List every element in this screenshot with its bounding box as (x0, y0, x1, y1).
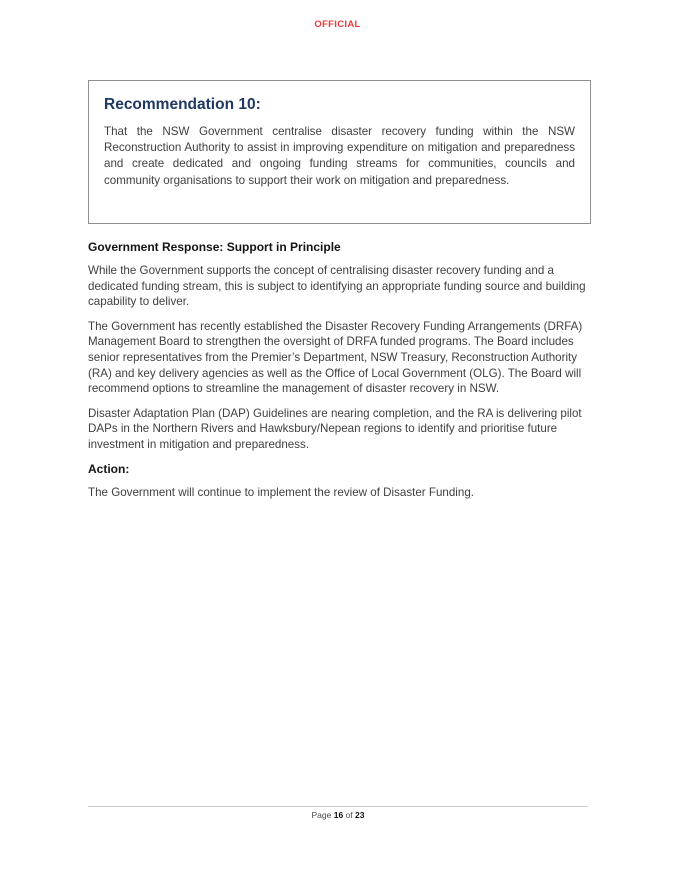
page-number-total: 23 (355, 810, 365, 820)
footer-divider (88, 806, 588, 807)
response-paragraph-3: Disaster Adaptation Plan (DAP) Guidelines are nearing completion, and the RA is delivering pilot DAPs in the Northern Rivers and Hawksbury/Nepean regions to identify and prioritise future investment in mitigation and preparedness. (88, 406, 582, 451)
recommendation-box (88, 80, 591, 224)
classification-marking: OFFICIAL (314, 19, 361, 30)
action-heading: Action: (88, 461, 130, 476)
page-number-current: 16 (333, 810, 344, 820)
recommendation-body: That the NSW Government centralise disaster recovery funding within the NSW Reconstruction Authority to assist in improving expenditure on mitigation and preparedness and create dedicated and ongoing funding streams for communities, councils and community organisations to support their work on mitigation and preparedness. (104, 125, 575, 187)
recommendation-title: Recommendation 10: (104, 96, 261, 113)
page-footer (88, 806, 588, 820)
page-number-separator: of (345, 810, 353, 820)
action-body: The Government will continue to implement the review of Disaster Funding. (88, 485, 474, 499)
page-number (88, 810, 588, 820)
page-number-prefix: Page (311, 810, 332, 820)
response-paragraph-1: While the Government supports the concept of centralising disaster recovery funding and a dedicated funding stream, this is subject to identifying an appropriate funding source and building capability to deliver. (88, 264, 586, 309)
government-response-section (88, 240, 589, 509)
response-heading: Government Response: Support in Principle (88, 240, 341, 254)
response-paragraph-2: The Government has recently established the Disaster Recovery Funding Arrangements (DRFA) Management Board to strengthen the oversight of DRFA funded programs. The Board includes senior representatives from the Premier’s Department, NSW Treasury, Reconstruction Authority (RA) and key delivery agencies as well as the Office of Local Government (OLG). The Board will recommend options to streamline the management of disaster recovery in NSW. (88, 319, 583, 396)
